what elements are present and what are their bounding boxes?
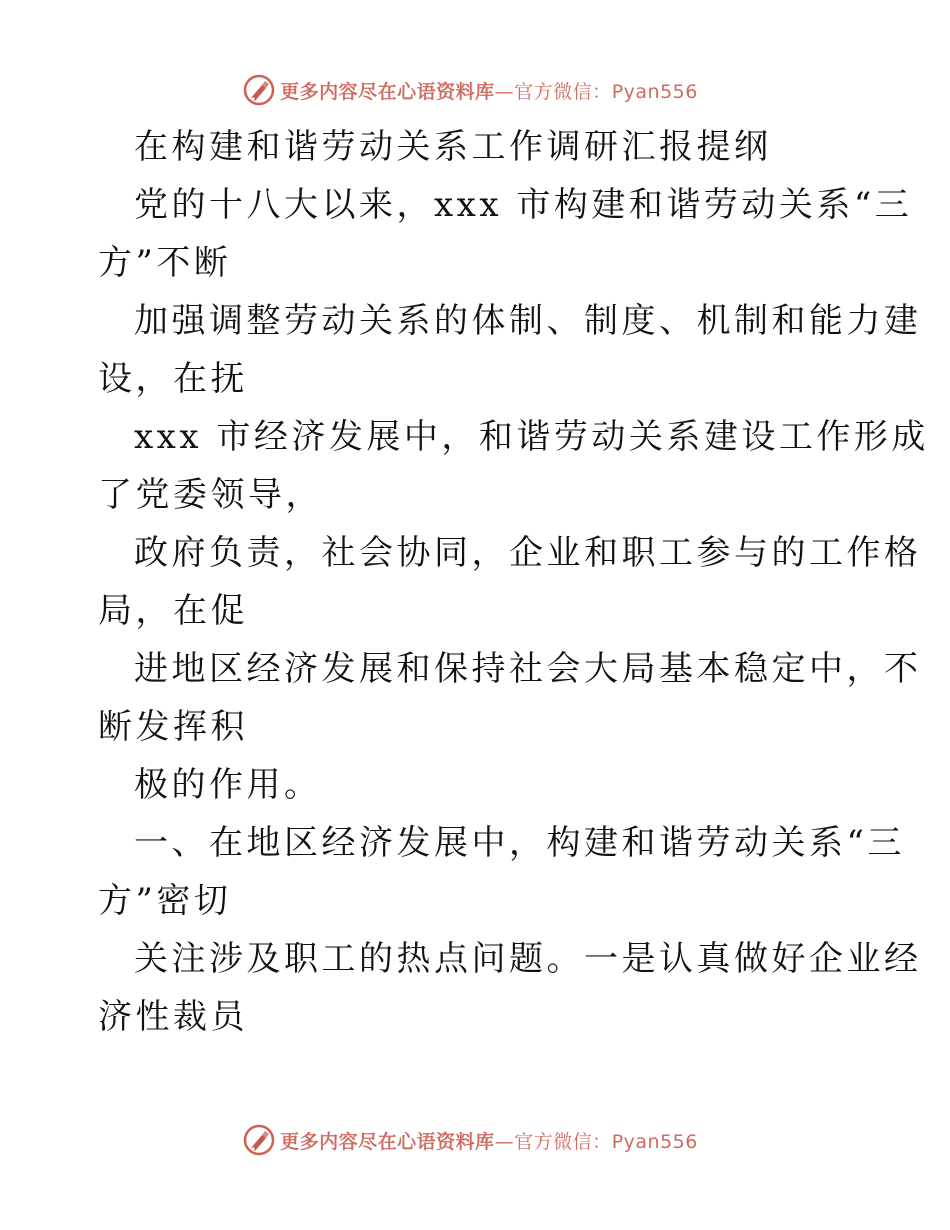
header-banner-id: Pyan556	[611, 80, 698, 103]
document-line: 了党委领导，	[98, 475, 323, 515]
document-line: 加强调整劳动关系的体制、制度、机制和能力建	[134, 301, 922, 341]
document-line: 党的十八大以来，xxx 市构建和谐劳动关系“三	[134, 185, 913, 225]
document-line: 关注涉及职工的热点问题。一是认真做好企业经	[134, 939, 922, 979]
document-body	[98, 118, 929, 1046]
footer-banner-sep: —官方微信：	[494, 1130, 612, 1153]
document-line: 济性裁员	[98, 997, 248, 1037]
header-banner-main: 更多内容尽在心语资料库	[280, 80, 495, 103]
footer-banner-content	[242, 1123, 698, 1157]
header-banner-text	[280, 77, 698, 104]
pen-logo-icon	[242, 73, 276, 107]
footer-banner-id: Pyan556	[611, 1130, 698, 1153]
document-line: 设，在抚	[98, 359, 248, 399]
pen-logo-icon	[242, 1123, 276, 1157]
document-line: 方”密切	[98, 881, 232, 921]
document-line: xxx 市经济发展中，和谐劳动关系建设工作形成	[134, 417, 929, 457]
footer-banner-text	[280, 1127, 698, 1154]
document-line: 在构建和谐劳动关系工作调研汇报提纲	[134, 127, 772, 167]
document-line: 局，在促	[98, 591, 248, 631]
footer-banner-main: 更多内容尽在心语资料库	[280, 1130, 495, 1153]
document-line: 方”不断	[98, 243, 232, 283]
document-line: 极的作用。	[134, 765, 322, 805]
header-banner-sep: —官方微信：	[494, 80, 612, 103]
document-line: 进地区经济发展和保持社会大局基本稳定中，不	[134, 649, 922, 689]
document-line: 一、在地区经济发展中，构建和谐劳动关系“三	[134, 823, 905, 863]
document-line: 政府负责，社会协同，企业和职工参与的工作格	[134, 533, 922, 573]
document-line: 断发挥积	[98, 707, 248, 747]
header-banner	[0, 70, 950, 110]
footer-banner	[0, 1120, 950, 1160]
header-banner-content	[242, 73, 698, 107]
